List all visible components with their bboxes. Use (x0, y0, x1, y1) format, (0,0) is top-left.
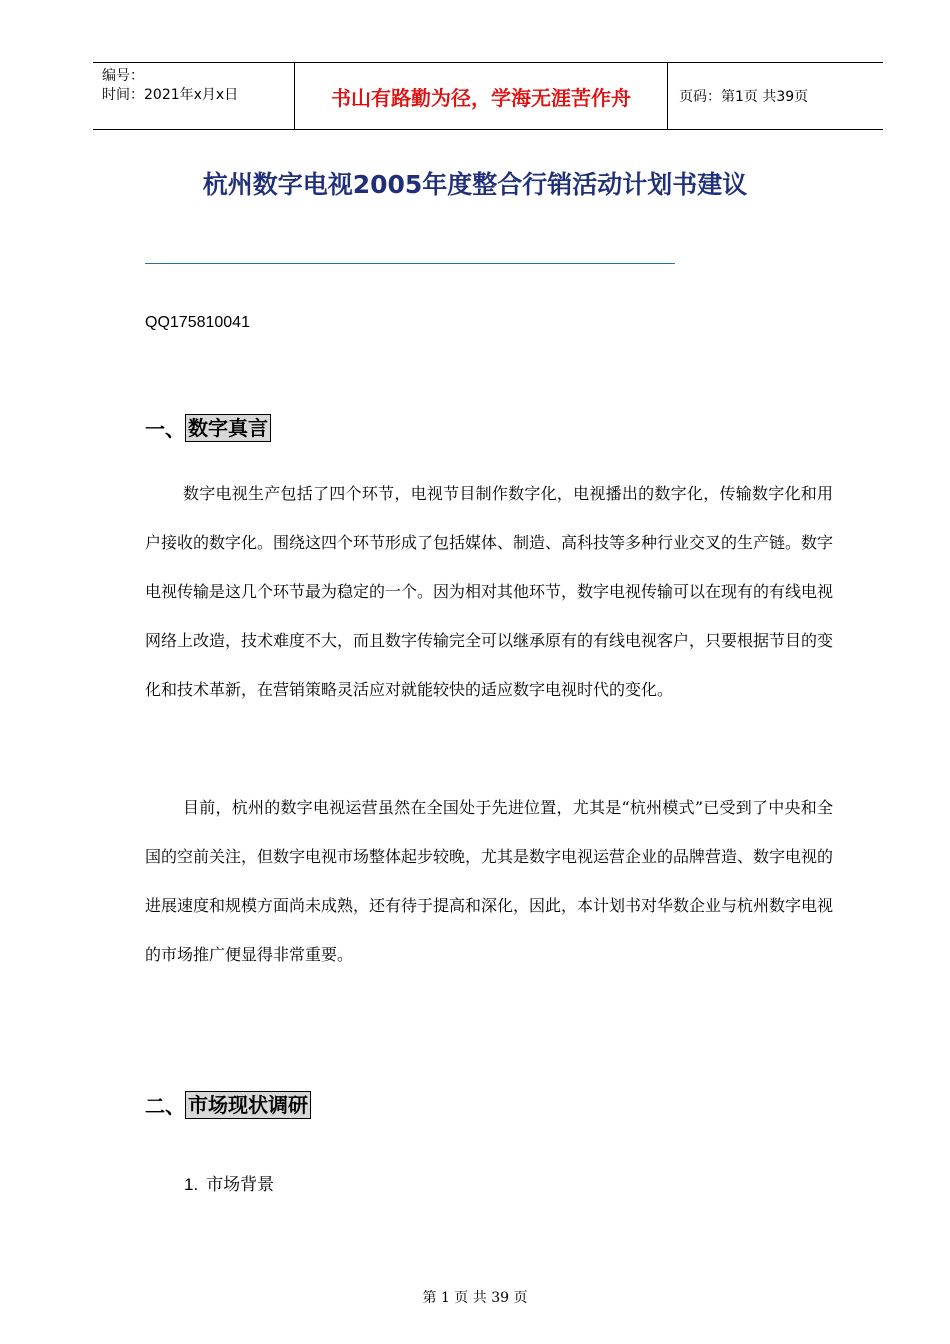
section-1-paragraph-2: 目前，杭州的数字电视运营虽然在全国处于先进位置，尤其是“杭州模式”已受到了中央和全国的空前关注，但数字电视市场整体起步较晚，尤其是数字电视运营企业的品牌营造、数字电视的进展速度和规模方面尚未成熟，还有待于提高和深化，因此，本计划书对华数企业与杭州数字电视的市场推广便显得非常重要。 (145, 798, 834, 964)
section-2-prefix: 二、 (145, 1094, 185, 1118)
sub-item-market-background (184, 1170, 274, 1195)
qq-number: QQ175810041 (145, 314, 250, 331)
header-table (93, 62, 883, 130)
time-label: 时间：2021年x月x日 (102, 87, 239, 103)
motto-text: 书山有路勤为径，学海无涯苦作舟 (331, 85, 631, 110)
page-footer: 第 1 页 共 39 页 (422, 1290, 528, 1306)
sub-item-label: 市场背景 (206, 1175, 275, 1195)
title-divider (145, 263, 675, 264)
header-meta-cell (93, 63, 295, 129)
section-1-title: 数字真言 (185, 414, 271, 442)
section-1-prefix: 一、 (145, 417, 185, 441)
header-motto-cell (295, 63, 668, 129)
sub-item-number: 1. (184, 1175, 199, 1194)
section-1-paragraph-1: 数字电视生产包括了四个环节，电视节目制作数字化，电视播出的数字化，传输数字化和用户接收的数字化。围绕这四个环节形成了包括媒体、制造、高科技等多种行业交叉的生产链。数字电视传输是这几个环节最为稳定的一个。因为相对其他环节，数字电视传输可以在现有的有线电视网络上改造，技术难度不大，而且数字传输完全可以继承原有的有线电视客户，只要根据节目的变化和技术革新，在营销策略灵活应对就能较快的适应数字电视时代的变化。 (145, 484, 834, 699)
number-label: 编号： (102, 68, 144, 84)
section-2-title: 市场现状调研 (185, 1091, 311, 1119)
header-page-cell (668, 63, 883, 129)
document-title: 杭州数字电视2005年度整合行销活动计划书建议 (202, 170, 748, 199)
page-info: 页码：第1页 共39页 (679, 89, 809, 105)
section-2-heading (145, 1090, 311, 1119)
section-1-heading (145, 413, 271, 442)
